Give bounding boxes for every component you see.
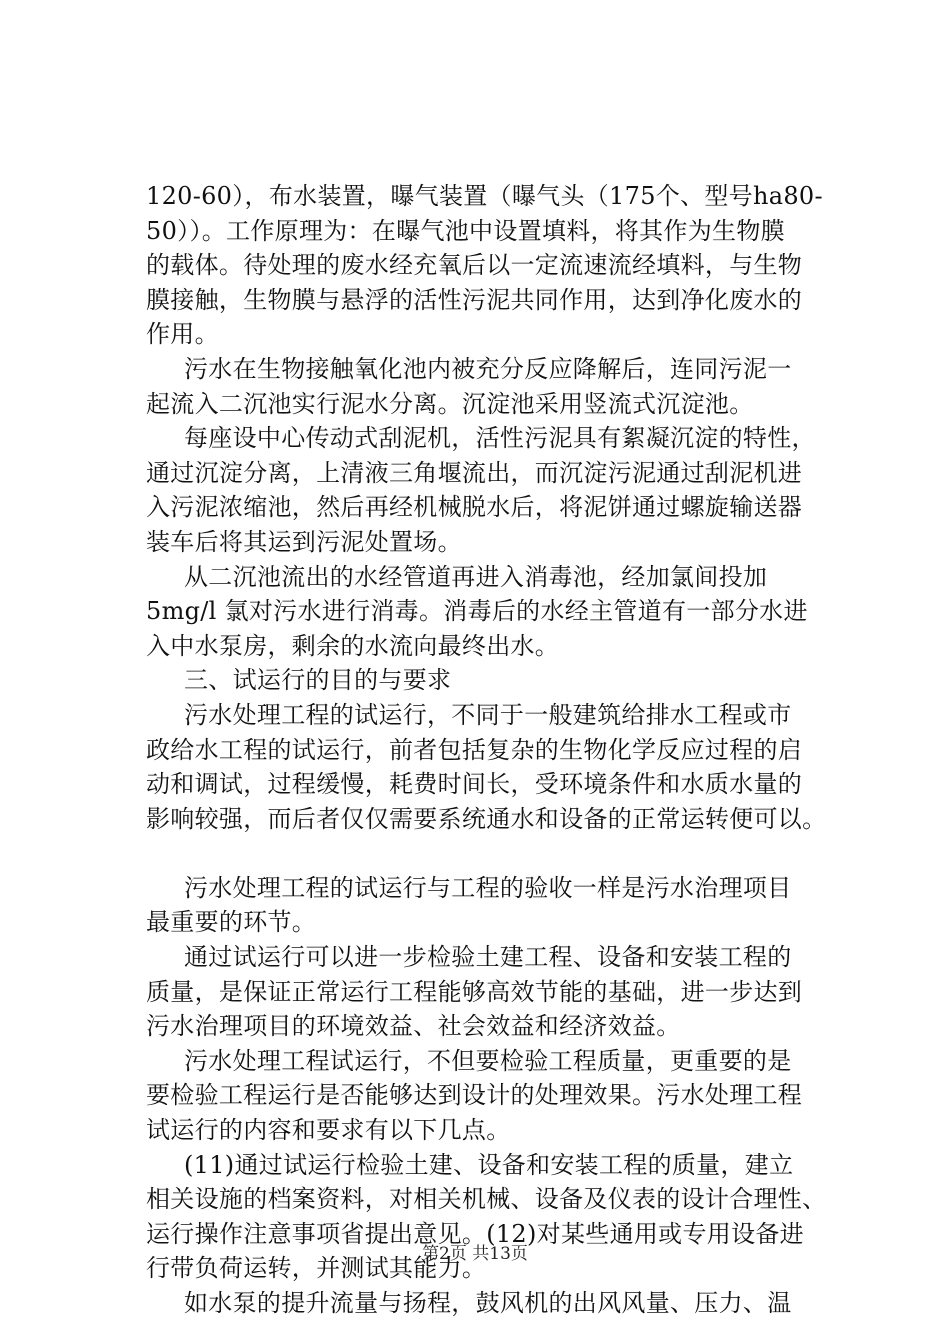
text-line: 污水处理工程的试运行与工程的验收一样是污水治理项目	[184, 873, 792, 902]
text-line: 装车后将其运到污泥处置场。	[146, 527, 462, 556]
text-line: 政给水工程的试运行，前者包括复杂的生物化学反应过程的启	[146, 735, 803, 764]
text-line: 最重要的环节。	[146, 908, 317, 937]
text-line: 120-60），布水装置，曝气装置（曝气头（175个、型号ha80-	[146, 182, 823, 210]
text-line: 入污泥浓缩池，然后再经机械脱水后，将泥饼通过螺旋输送器	[146, 493, 803, 522]
text-line: 通过试运行可以进一步检验土建工程、设备和安装工程的	[184, 943, 792, 972]
text-line: 通过沉淀分离，上清液三角堰流出，而沉淀污泥通过刮泥机进	[146, 458, 803, 487]
text-line: 行带负荷运转，并测试其能力。	[146, 1254, 487, 1283]
blank-line	[146, 836, 846, 871]
text-line: 每座设中心传动式刮泥机，活性污泥具有絮凝沉淀的特性，	[184, 424, 816, 453]
text-line: 运行操作注意事项省提出意见。(12)对某些通用或专用设备进	[146, 1219, 804, 1248]
text-line: 污水在生物接触氧化池内被充分反应降解后，连同污泥一	[184, 354, 792, 383]
text-line: 三、试运行的目的与要求	[184, 666, 452, 695]
page-footer: 第2页 共13页	[422, 1244, 528, 1264]
text-line: 动和调试，过程缓慢，耗费时间长，受环境条件和水质水量的	[146, 770, 803, 799]
text-line: 作用。	[146, 320, 219, 349]
text-line: (11)通过试运行检验土建、设备和安装工程的质量，建立	[184, 1150, 794, 1179]
text-line: 污水处理工程试运行，不但要检验工程质量，更重要的是	[184, 1046, 792, 1075]
text-line: 5mg/l 氯对污水进行消毒。消毒后的水经主管道有一部分水进	[146, 597, 808, 626]
text-line: 的载体。待处理的废水经充氧后以一定流速流经填料，与生物	[146, 251, 803, 280]
text-line: 污水治理项目的环境效益、社会效益和经济效益。	[146, 1012, 681, 1041]
text-line: 要检验工程运行是否能够达到设计的处理效果。污水处理工程	[146, 1081, 803, 1110]
text-line: 试运行的内容和要求有以下几点。	[146, 1116, 511, 1145]
text-line: 从二沉池流出的水经管道再进入消毒池，经加氯间投加	[184, 562, 768, 591]
text-line: 影响较强，而后者仅仅需要系统通水和设备的正常运转便可以。	[146, 804, 827, 833]
text-line: 起流入二沉池实行泥水分离。沉淀池采用竖流式沉淀池。	[146, 389, 754, 418]
text-line: 相关设施的档案资料，对相关机械、设备及仪表的设计合理性、	[146, 1185, 827, 1214]
text-line: 如水泵的提升流量与扬程，鼓风机的出风风量、压力、温	[184, 1289, 792, 1317]
text-line: 污水处理工程的试运行，不同于一般建筑给排水工程或市	[184, 700, 792, 729]
text-line: 入中水泵房，剩余的水流向最终出水。	[146, 631, 560, 660]
document-body	[146, 179, 846, 1321]
text-line: 50））。工作原理为：在曝气池中设置填料，将其作为生物膜	[146, 216, 785, 245]
text-line: 膜接触，生物膜与悬浮的活性污泥共同作用，达到净化废水的	[146, 285, 803, 314]
text-line: 质量，是保证正常运行工程能够高效节能的基础，进一步达到	[146, 977, 803, 1006]
